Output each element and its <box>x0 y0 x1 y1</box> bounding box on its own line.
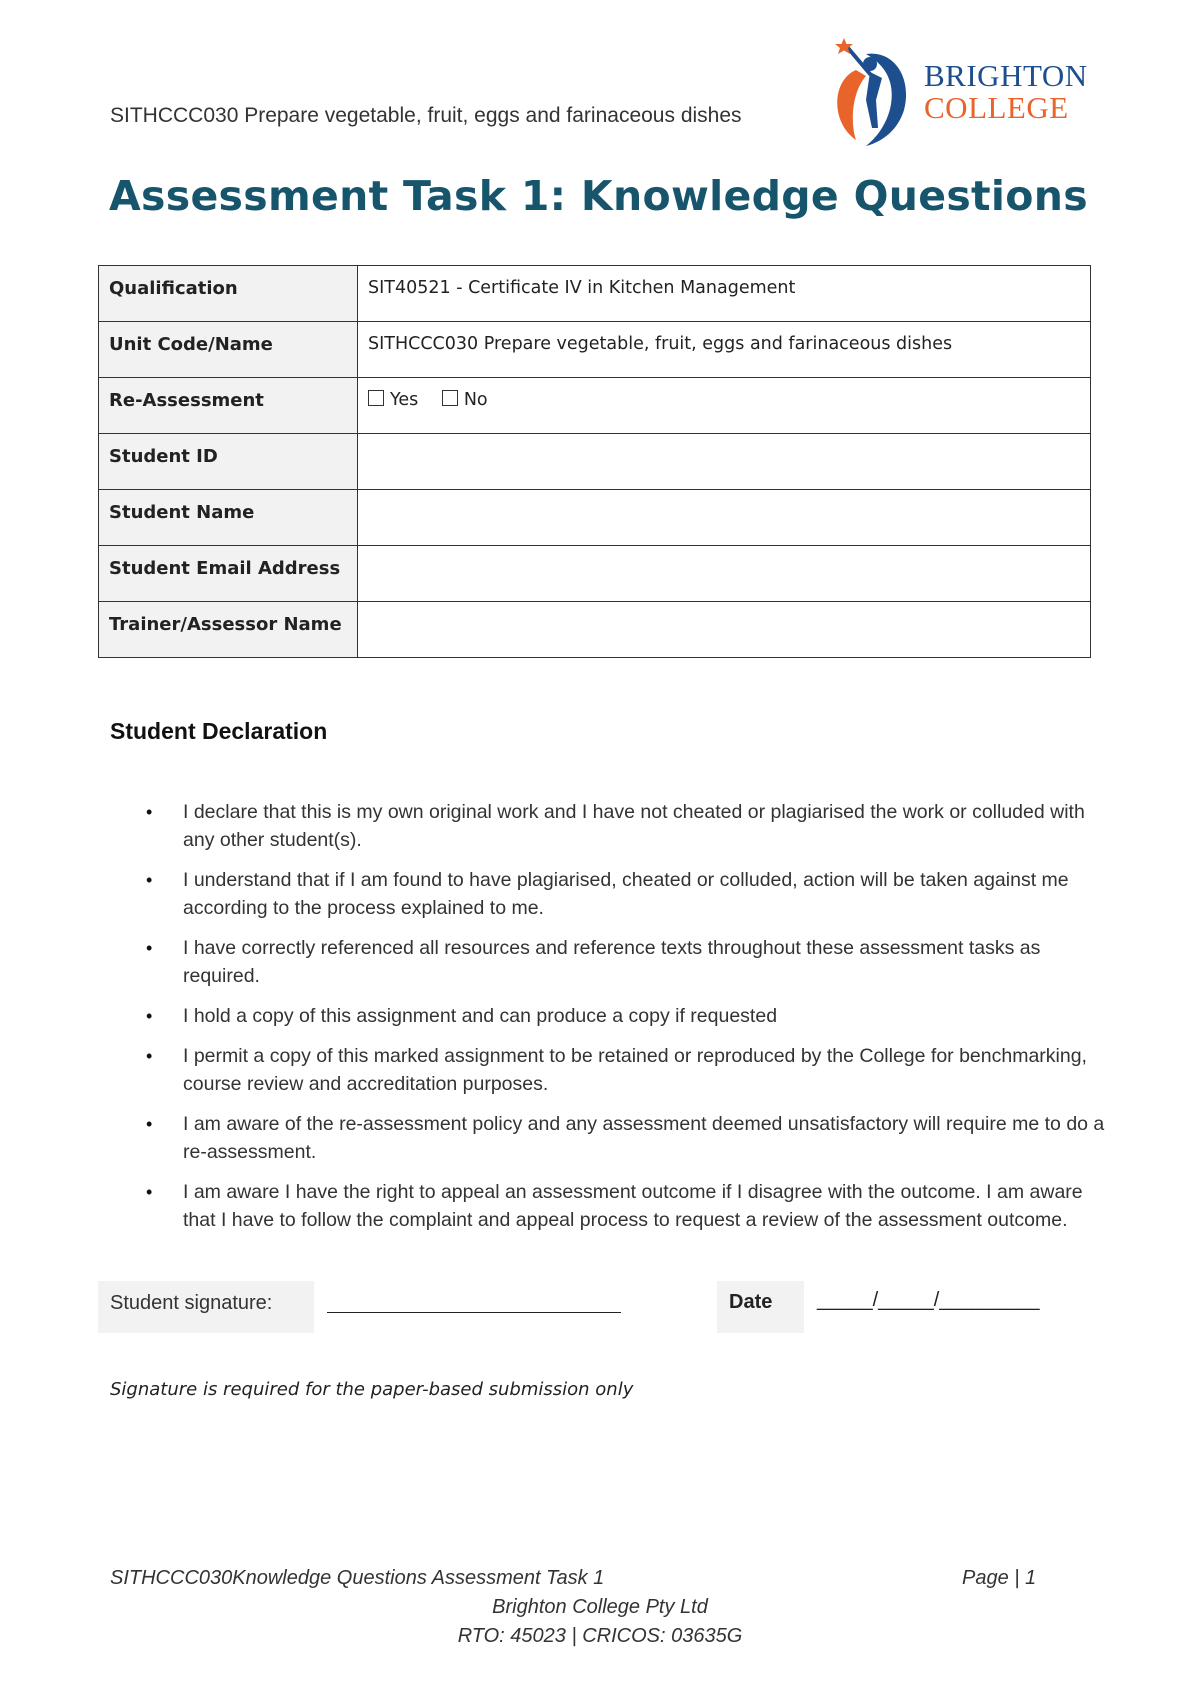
re-assessment-label: Re-Assessment <box>99 378 358 434</box>
qualification-value: SIT40521 - Certificate IV in Kitchen Management <box>358 266 1091 322</box>
student-name-field[interactable] <box>358 490 1091 546</box>
page-title: Assessment Task 1: Knowledge Questions <box>109 172 1088 220</box>
declaration-text: I am aware of the re-assessment policy and any assessment deemed unsatisfactory will require me to do a re-assessment. <box>183 1113 1105 1163</box>
student-name-label: Student Name <box>99 490 358 546</box>
trainer-assessor-label: Trainer/Assessor Name <box>99 602 358 658</box>
footer-document-name: SITHCCC030Knowledge Questions Assessment Task 1 <box>110 1567 605 1589</box>
list-item <box>110 1042 1110 1098</box>
list-item <box>110 1178 1110 1234</box>
bullet-icon: • <box>146 1006 153 1026</box>
declaration-text: I hold a copy of this assignment and can produce a copy if requested <box>183 1005 778 1027</box>
declaration-text: I permit a copy of this marked assignment to be retained or reproduced by the College for benchmarking, course review and accreditation purposes. <box>183 1045 1087 1095</box>
list-item <box>110 934 1110 990</box>
list-item <box>110 798 1110 854</box>
brighton-college-emblem-icon <box>826 30 921 150</box>
footer-page-number: Page | 1 <box>962 1567 1037 1589</box>
bullet-icon: • <box>146 870 153 890</box>
re-assessment-yes-checkbox[interactable] <box>368 390 384 406</box>
qualification-label: Qualification <box>99 266 358 322</box>
table-row <box>99 434 1091 490</box>
student-declaration-heading: Student Declaration <box>110 718 328 744</box>
student-id-label: Student ID <box>99 434 358 490</box>
bullet-icon: • <box>146 1046 153 1066</box>
bullet-icon: • <box>146 938 153 958</box>
re-assessment-options <box>358 378 1091 434</box>
unit-code-label: Unit Code/Name <box>99 322 358 378</box>
re-assessment-no-label: No <box>463 390 488 410</box>
re-assessment-yes-label: Yes <box>390 390 419 410</box>
student-signature-line[interactable] <box>327 1290 621 1313</box>
brighton-college-logo <box>826 30 1096 150</box>
signature-note: Signature is required for the paper-based submission only <box>110 1379 634 1400</box>
logo-text-college: COLLEGE <box>924 90 1069 125</box>
table-row <box>99 322 1091 378</box>
student-email-label: Student Email Address <box>99 546 358 602</box>
bullet-icon: • <box>146 1114 153 1134</box>
student-info-table <box>98 265 1091 658</box>
bullet-icon: • <box>146 802 153 822</box>
re-assessment-no-checkbox[interactable] <box>442 390 458 406</box>
footer-company: Brighton College Pty Ltd <box>492 1596 708 1618</box>
table-row <box>99 378 1091 434</box>
table-row <box>99 602 1091 658</box>
bullet-icon: • <box>146 1182 153 1202</box>
declaration-list <box>110 798 1110 1246</box>
student-email-field[interactable] <box>358 546 1091 602</box>
declaration-text: I have correctly referenced all resources and reference texts throughout these assessment tasks as required. <box>183 937 1041 987</box>
declaration-text: I am aware I have the right to appeal an assessment outcome if I disagree with the outcome. I am aware that I have to follow the complaint and appeal process to request a review of the assessment outcome. <box>183 1181 1083 1231</box>
footer-rto: RTO: 45023 | CRICOS: 03635G <box>457 1625 743 1647</box>
list-item <box>110 1110 1110 1166</box>
declaration-text: I declare that this is my own original work and I have not cheated or plagiarised the work or colluded with any other student(s). <box>183 801 1085 851</box>
table-row <box>99 546 1091 602</box>
student-id-field[interactable] <box>358 434 1091 490</box>
trainer-assessor-field[interactable] <box>358 602 1091 658</box>
unit-code-value: SITHCCC030 Prepare vegetable, fruit, eggs and farinaceous dishes <box>358 322 1091 378</box>
declaration-text: I understand that if I am found to have plagiarised, cheated or colluded, action will be taken against me according to the process explained to me. <box>183 869 1069 919</box>
date-label: Date <box>729 1291 773 1313</box>
table-row <box>99 490 1091 546</box>
logo-text-brighton: BRIGHTON <box>924 58 1088 93</box>
list-item <box>110 866 1110 922</box>
date-field[interactable]: _____/_____/_________ <box>817 1289 1040 1311</box>
table-row <box>99 266 1091 322</box>
list-item <box>110 1002 1110 1030</box>
student-signature-label: Student signature: <box>110 1292 273 1314</box>
header-unit-title: SITHCCC030 Prepare vegetable, fruit, eggs and farinaceous dishes <box>110 104 742 127</box>
